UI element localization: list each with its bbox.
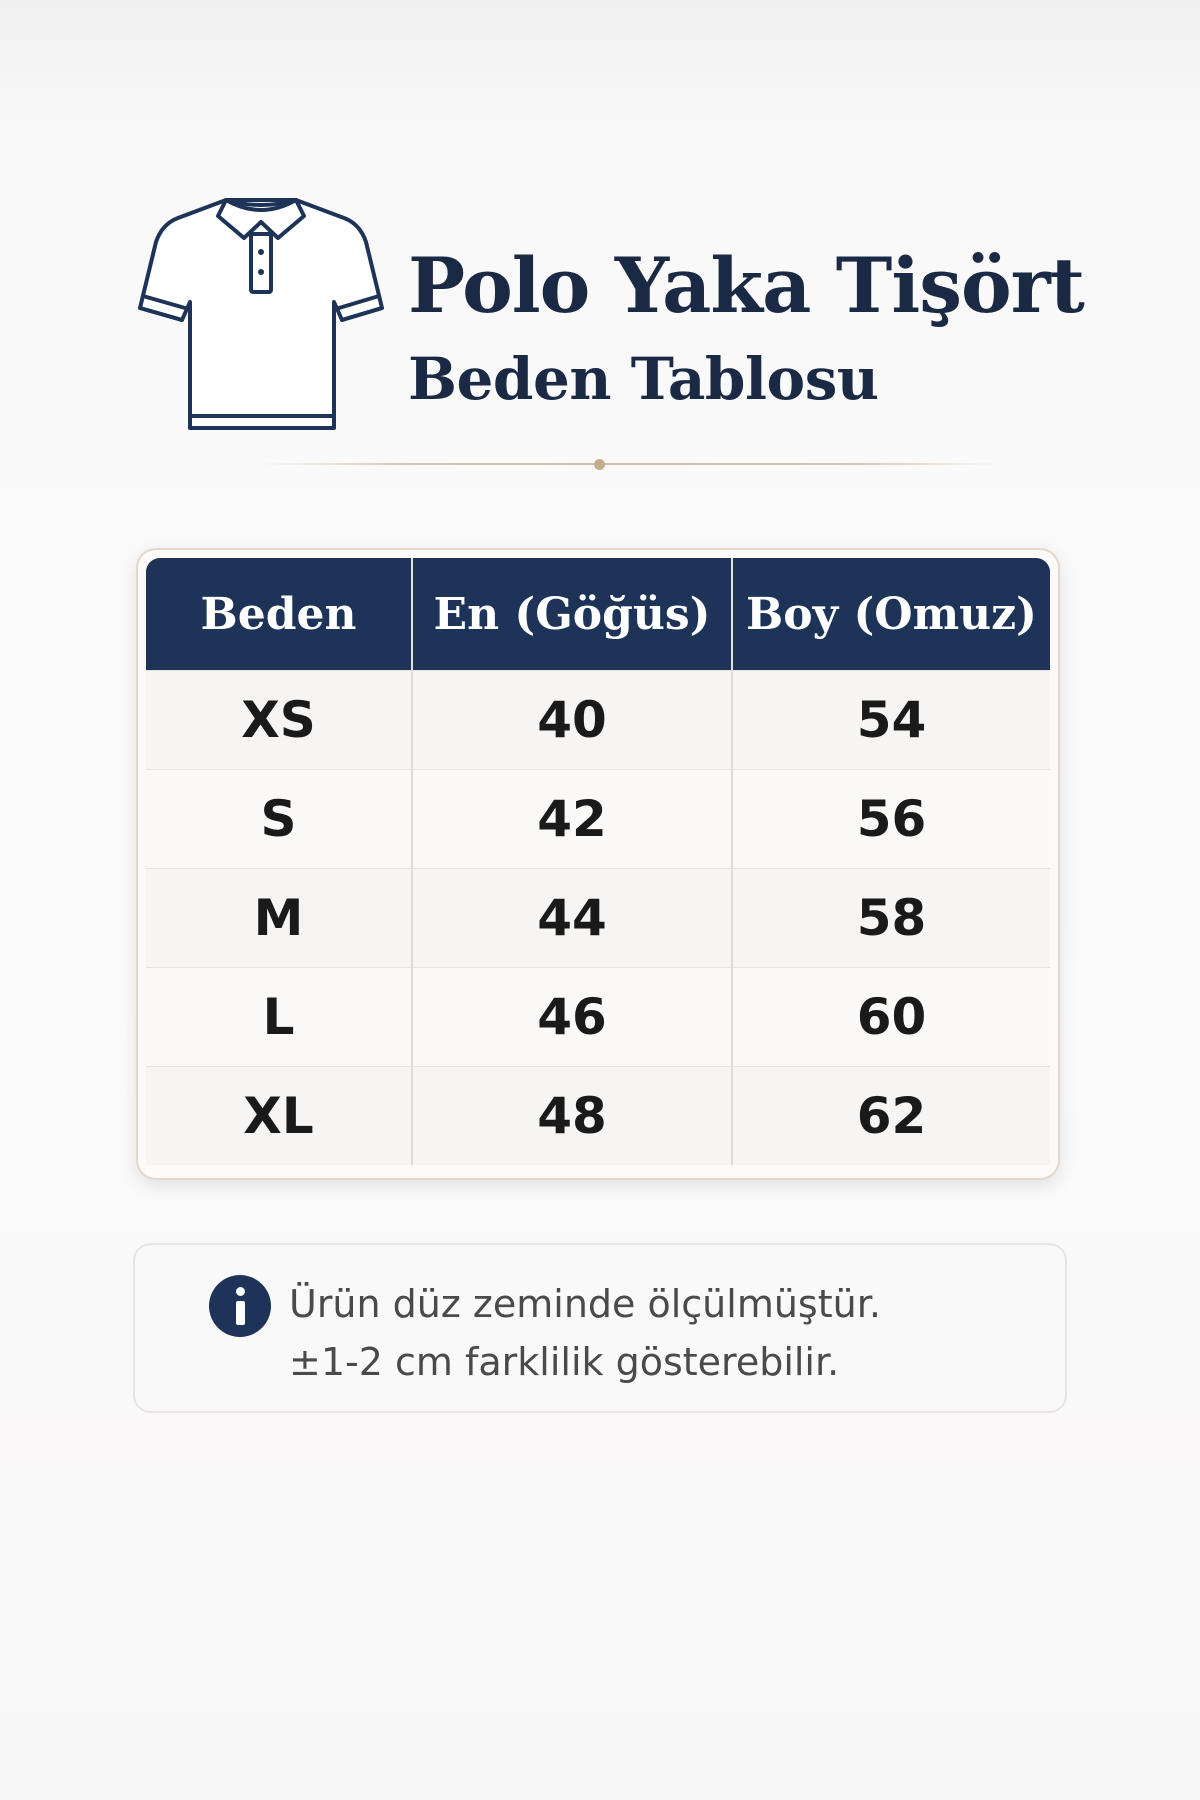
- size-table-card: [136, 548, 1060, 1180]
- table-row: [146, 671, 1050, 770]
- chest-cell: 46: [412, 968, 732, 1067]
- size-cell: S: [146, 770, 412, 869]
- table-row: [146, 770, 1050, 869]
- chest-cell: 44: [412, 869, 732, 968]
- table-row: [146, 968, 1050, 1067]
- note-line-2: ±1-2 cm farklilik gösterebilir.: [289, 1340, 840, 1384]
- size-cell: L: [146, 968, 412, 1067]
- column-header-size: Beden: [146, 558, 412, 671]
- table-header-row: [146, 558, 1050, 671]
- size-cell: XS: [146, 671, 412, 770]
- polo-shirt-icon: [138, 190, 384, 440]
- table-row: [146, 1067, 1050, 1166]
- chest-cell: 48: [412, 1067, 732, 1166]
- length-cell: 60: [732, 968, 1050, 1067]
- size-cell: XL: [146, 1067, 412, 1166]
- length-cell: 62: [732, 1067, 1050, 1166]
- note-line-1: Ürün düz zeminde ölçülmüştür.: [289, 1282, 881, 1326]
- page-subtitle: Beden Tablosu: [408, 345, 879, 413]
- column-header-chest: En (Göğüs): [412, 558, 732, 671]
- length-cell: 58: [732, 869, 1050, 968]
- chest-cell: 40: [412, 671, 732, 770]
- divider-dot: [594, 459, 605, 470]
- info-icon: [209, 1275, 271, 1337]
- length-cell: 54: [732, 671, 1050, 770]
- size-cell: M: [146, 869, 412, 968]
- chest-cell: 42: [412, 770, 732, 869]
- column-header-length: Boy (Omuz): [732, 558, 1050, 671]
- table-row: [146, 869, 1050, 968]
- page-title: Polo Yaka Tişört: [408, 241, 1084, 330]
- measurement-note-card: [133, 1243, 1067, 1413]
- size-table: [146, 558, 1050, 1165]
- length-cell: 56: [732, 770, 1050, 869]
- divider-line: [260, 463, 1000, 465]
